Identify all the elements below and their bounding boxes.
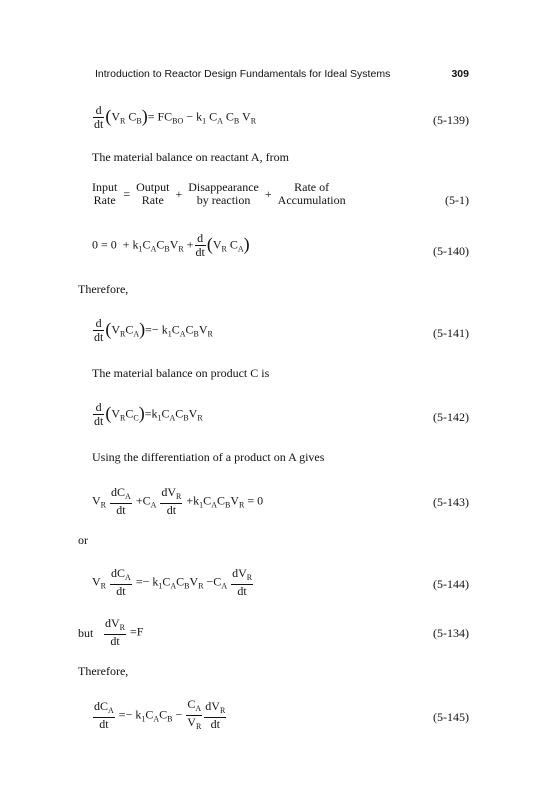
balance-operator: + (175, 186, 183, 201)
equation-number: (5-141) (433, 326, 469, 340)
balance-operator: = (123, 186, 131, 201)
equation-number: (5-145) (433, 710, 469, 724)
equation-5-144: $V_R$ $\frac{dC_A}{dt}$ =− $k_1C_AC_BV_R -C_A$ $\frac{dV_R}{dt}$ (92, 566, 253, 598)
balance-term: Output (136, 180, 170, 194)
body-text: Therefore, (78, 664, 129, 678)
equation-number: (5-139) (433, 113, 469, 127)
balance-term: Accumulation (277, 193, 346, 207)
equation-5-139: $\frac{d}{dt}$ ($V_R$ $C_B)= FC_{BO} - k_1$ $C_A$ $C_B$ $V_R$ (94, 103, 257, 131)
equation-number: (5-134) (433, 626, 469, 640)
header-title: Introduction to Reactor Design Fundamentals for Ideal Systems (95, 68, 391, 80)
equation-number: (5-142) (433, 410, 469, 424)
body-text: Therefore, (78, 282, 129, 296)
equation-number: (5-143) (433, 495, 469, 509)
body-text: The material balance on reactant A, from (92, 150, 289, 164)
body-text: or (78, 533, 88, 547)
page-number: 309 (451, 68, 469, 80)
balance-term: Rate (141, 193, 164, 207)
body-text: but (78, 626, 94, 640)
running-header (95, 68, 469, 80)
equation-5-134: $\frac{dV_R}{dt}$ =F (105, 616, 144, 648)
equation-5-145: $\frac{dC_A}{dt}$ =− $k_1C_AC_B$ − $\frac{C_A}{V_R}$ $\frac{dV_R}{dt}$ (94, 697, 226, 731)
equation-5-141: $\frac{d}{dt}$ $(V_RC_A)=- k_1C_AC_BV_R$ (94, 316, 213, 344)
equation-5-143: $V_R$ $\frac{dC_A}{dt}$ $+C_A$ $\frac{dV_R}{dt}$ $+k_1C_AC_BV_R = 0$ (92, 485, 264, 517)
equation-number: (5-140) (433, 244, 469, 258)
balance-term: Input (92, 180, 118, 194)
balance-term: Rate (93, 193, 116, 207)
equation-5-142: $\frac{d}{dt}$ $(V_RC_C)=k_1C_AC_BV_R$ (94, 400, 203, 428)
body-text: Using the differentiation of a product on A gives (92, 450, 325, 464)
body-text: The material balance on product C is (92, 366, 270, 380)
balance-operator: + (264, 186, 272, 201)
balance-term: by reaction (196, 193, 251, 207)
equation-5-140: $0 = 0 + k_1C_AC_BV_R$ + $\frac{d}{dt}$ ($V_R$ $C_A$) (92, 231, 250, 259)
balance-term: Rate of (294, 180, 330, 194)
balance-term: Disappearance (188, 180, 259, 194)
material-balance-equation (92, 181, 346, 207)
equation-number: (5-144) (433, 577, 469, 591)
equation-number: (5-1) (445, 193, 469, 207)
